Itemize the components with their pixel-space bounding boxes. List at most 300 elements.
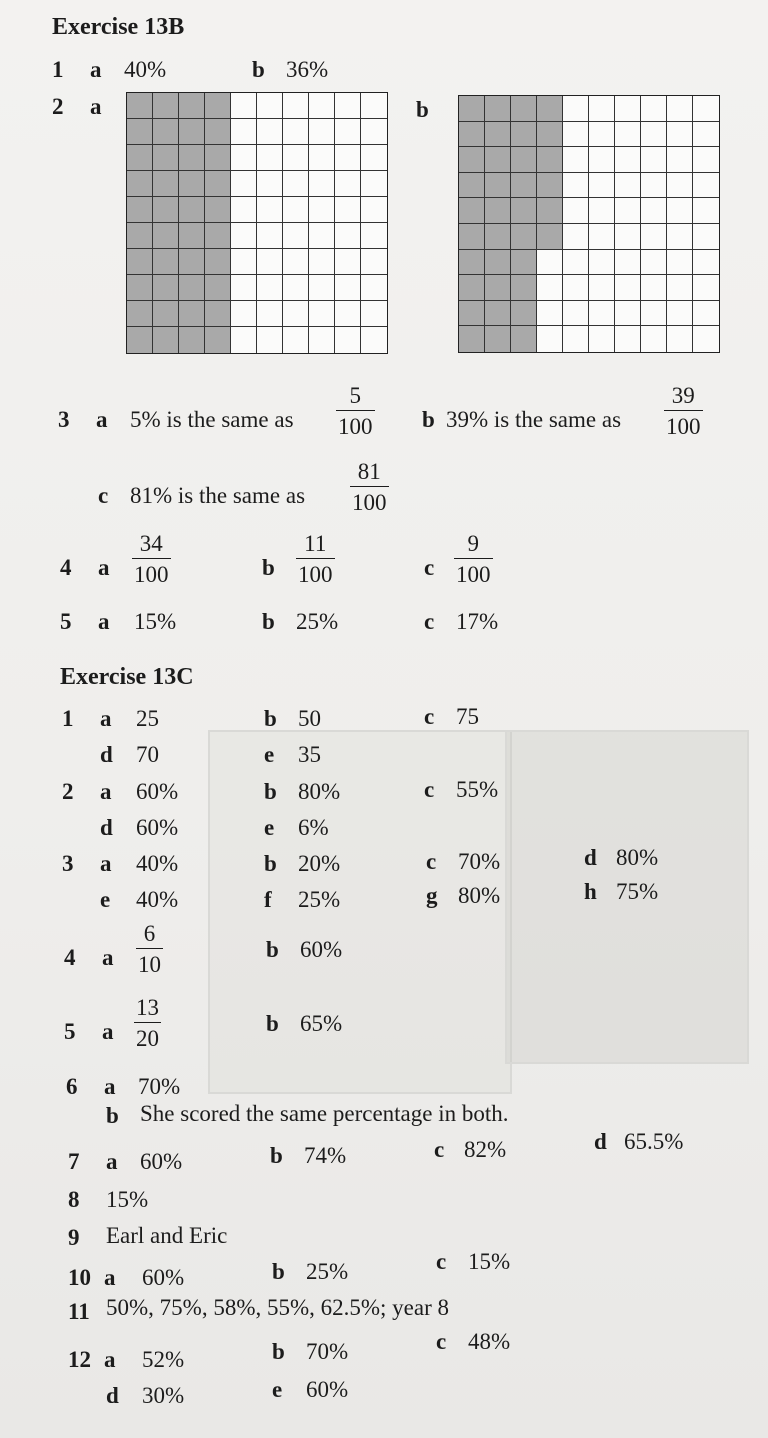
grid-cell [153, 93, 179, 119]
grid-cell [309, 93, 335, 119]
grid-cell [563, 250, 589, 276]
grid-cell [283, 119, 309, 145]
grid-cell [309, 197, 335, 223]
grid-cell [361, 119, 387, 145]
grid-cell [485, 275, 511, 301]
grid-cell [179, 197, 205, 223]
c-q12-a-label: a [104, 1347, 116, 1372]
grid-cell [511, 250, 537, 276]
grid-cell [563, 147, 589, 173]
grid-cell [511, 96, 537, 122]
q3-b-label: b [422, 407, 435, 432]
grid-cell [589, 301, 615, 327]
q5-c-label: c [424, 609, 435, 634]
grid-cell [127, 119, 153, 145]
grid-cell [179, 93, 205, 119]
c-q10-number: 10 [68, 1265, 91, 1290]
grid-cell [641, 250, 667, 276]
grid-cell [615, 250, 641, 276]
c-q12-e-answer: 60% [306, 1377, 349, 1402]
grid-cell [563, 275, 589, 301]
c-q4-a-fraction [136, 922, 163, 976]
grid-cell [563, 301, 589, 327]
grid-cell [511, 326, 537, 352]
grid-cell [641, 275, 667, 301]
grid-cell [589, 96, 615, 122]
q5-a-answer: 15% [134, 609, 177, 634]
grid-cell [667, 147, 693, 173]
grid-cell [283, 275, 309, 301]
grid-cell [485, 147, 511, 173]
q3-a-numerator: 5 [349, 383, 361, 408]
c-q8-number: 8 [68, 1187, 80, 1212]
q4-a-numerator: 34 [139, 531, 163, 556]
grid-cell [537, 301, 563, 327]
grid-cell [361, 145, 387, 171]
c-q2-number: 2 [62, 779, 74, 804]
q5-a-label: a [98, 609, 110, 634]
c-q11-answer: 50%, 75%, 58%, 55%, 62.5%; year 8 [106, 1295, 450, 1320]
c-q1-e-label: e [264, 742, 275, 767]
c-q7-c-label: c [434, 1137, 445, 1162]
grid-cell [179, 275, 205, 301]
grid-cell [537, 96, 563, 122]
grid-cell [459, 122, 485, 148]
grid-cell [335, 301, 361, 327]
grid-cell [667, 173, 693, 199]
grid-cell [127, 197, 153, 223]
grid-cell [511, 275, 537, 301]
grid-cell [257, 327, 283, 353]
c-q1-e-answer: 35 [298, 742, 321, 767]
q3-b-text: 39% is the same as [446, 407, 622, 432]
grid-cell [205, 171, 231, 197]
c-q7-d-label: d [594, 1129, 607, 1154]
grid-cell [179, 327, 205, 353]
grid-cell [667, 122, 693, 148]
grid-cell [667, 275, 693, 301]
c-q12-b-answer: 70% [306, 1339, 349, 1364]
grid-cell [127, 171, 153, 197]
grid-cell [589, 326, 615, 352]
grid-cell [485, 224, 511, 250]
grid-cell [615, 122, 641, 148]
q1-a-answer: 40% [124, 57, 167, 82]
grid-cell [153, 327, 179, 353]
grid-cell [153, 197, 179, 223]
c-q12-a-answer: 52% [142, 1347, 185, 1372]
grid-cell [153, 145, 179, 171]
grid-cell [127, 327, 153, 353]
grid-cell [667, 224, 693, 250]
c-q4-a-denominator: 10 [136, 948, 163, 976]
grid-cell [335, 145, 361, 171]
grid-cell [257, 171, 283, 197]
grid-cell [335, 171, 361, 197]
c-q2-c-label: c [424, 777, 435, 802]
c-q3-e-label: e [100, 887, 111, 912]
grid-cell [309, 327, 335, 353]
grid-cell [335, 249, 361, 275]
c-q1-a-label: a [100, 706, 112, 731]
q5-b-answer: 25% [296, 609, 339, 634]
c-q2-a-label: a [100, 779, 112, 804]
grid-cell [309, 301, 335, 327]
grid-cell [563, 96, 589, 122]
c-q3-number: 3 [62, 851, 74, 876]
grid-cell [179, 223, 205, 249]
c-q3-h-answer: 75% [616, 879, 659, 904]
grid-cell [615, 275, 641, 301]
grid-cell [361, 301, 387, 327]
c-q3-b-answer: 20% [298, 851, 341, 876]
q2-a-label: a [90, 94, 102, 119]
grid-cell [361, 223, 387, 249]
c-q2-c-answer: 55% [456, 777, 499, 802]
grid-cell [693, 301, 719, 327]
grid-cell [459, 96, 485, 122]
c-q1-c-label: c [424, 704, 435, 729]
grid-cell [641, 122, 667, 148]
c-q7-d-answer: 65.5% [624, 1129, 684, 1154]
grid-cell [257, 197, 283, 223]
grid-cell [693, 250, 719, 276]
c-q6-a-label: a [104, 1074, 116, 1099]
c-q6-number: 6 [66, 1074, 78, 1099]
c-q4-number: 4 [64, 945, 76, 970]
c-q1-c-answer: 75 [456, 704, 479, 729]
grid-cell [335, 327, 361, 353]
grid-cell [589, 198, 615, 224]
c-q6-b-answer: She scored the same percentage in both. [140, 1101, 509, 1126]
grid-cell [537, 326, 563, 352]
c-q5-b-label: b [266, 1011, 279, 1036]
grid-cell [231, 171, 257, 197]
c-q4-a-label: a [102, 945, 114, 970]
c-q2-d-label: d [100, 815, 113, 840]
grid-cell [361, 171, 387, 197]
grid-cell [459, 224, 485, 250]
grid-cell [257, 275, 283, 301]
q4-b-label: b [262, 555, 275, 580]
c-q9-answer: Earl and Eric [106, 1223, 228, 1248]
grid-cell [459, 198, 485, 224]
q4-c-denominator: 100 [454, 558, 493, 586]
grid-cell [257, 249, 283, 275]
grid-cell [335, 223, 361, 249]
c-q1-number: 1 [62, 706, 74, 731]
q3-c-denominator: 100 [350, 486, 389, 514]
grid-cell [511, 122, 537, 148]
grid-cell [667, 250, 693, 276]
grid-cell [563, 224, 589, 250]
grid-cell [335, 93, 361, 119]
c-q3-b-label: b [264, 851, 277, 876]
grid-cell [511, 147, 537, 173]
q2-b-label: b [416, 97, 429, 122]
grid-cell [205, 327, 231, 353]
c-q4-a-numerator: 6 [143, 921, 156, 946]
c-q6-b-label: b [106, 1103, 119, 1128]
q4-c-numerator: 9 [467, 531, 479, 556]
grid-cell [589, 147, 615, 173]
grid-cell [231, 223, 257, 249]
grid-cell [179, 301, 205, 327]
grid-cell [615, 224, 641, 250]
c-q3-d-answer: 80% [616, 845, 659, 870]
grid-cell [205, 275, 231, 301]
grid-cell [537, 122, 563, 148]
q3-b-fraction [664, 384, 703, 438]
q1-number: 1 [52, 57, 64, 82]
grid-cell [485, 122, 511, 148]
grid-cell [153, 249, 179, 275]
grid-cell [283, 197, 309, 223]
grid-cell [589, 275, 615, 301]
c-q10-c-label: c [436, 1249, 447, 1274]
grid-cell [615, 326, 641, 352]
grid-cell [127, 223, 153, 249]
c-q7-c-answer: 82% [464, 1137, 507, 1162]
grid-cell [641, 224, 667, 250]
q1-a-label: a [90, 57, 102, 82]
grid-cell [641, 147, 667, 173]
grid-cell [641, 173, 667, 199]
q3-a-denominator: 100 [336, 410, 375, 438]
grid-cell [283, 223, 309, 249]
c-q4-b-answer: 60% [300, 937, 343, 962]
hundred-grid-b [458, 95, 720, 353]
c-q7-b-answer: 74% [304, 1143, 347, 1168]
c-q7-number: 7 [68, 1149, 80, 1174]
grid-cell [693, 275, 719, 301]
grid-cell [641, 326, 667, 352]
c-q10-c-answer: 15% [468, 1249, 511, 1274]
c-q10-b-label: b [272, 1259, 285, 1284]
grid-cell [127, 275, 153, 301]
q4-b-numerator: 11 [304, 531, 327, 556]
grid-cell [589, 173, 615, 199]
c-q8-answer: 15% [106, 1187, 149, 1212]
c-q12-d-label: d [106, 1383, 119, 1408]
c-q3-f-answer: 25% [298, 887, 341, 912]
grid-cell [361, 93, 387, 119]
c-q12-d-answer: 30% [142, 1383, 185, 1408]
grid-cell [361, 249, 387, 275]
grid-cell [257, 301, 283, 327]
grid-cell [693, 198, 719, 224]
grid-cell [179, 249, 205, 275]
c-q5-a-fraction [134, 996, 161, 1050]
grid-cell [485, 96, 511, 122]
grid-cell [693, 96, 719, 122]
grid-cell [667, 198, 693, 224]
c-q3-a-answer: 40% [136, 851, 179, 876]
grid-cell [361, 197, 387, 223]
grid-cell [231, 93, 257, 119]
grid-cell [459, 275, 485, 301]
c-q10-b-answer: 25% [306, 1259, 349, 1284]
grid-cell [127, 93, 153, 119]
c-q12-c-label: c [436, 1329, 447, 1354]
grid-cell [667, 301, 693, 327]
c-q2-d-answer: 60% [136, 815, 179, 840]
q3-c-fraction [350, 460, 389, 514]
grid-cell [153, 119, 179, 145]
grid-cell [511, 224, 537, 250]
grid-cell [283, 301, 309, 327]
c-q9-number: 9 [68, 1225, 80, 1250]
grid-cell [257, 93, 283, 119]
q3-c-text: 81% is the same as [130, 483, 306, 508]
grid-cell [335, 275, 361, 301]
grid-cell [283, 145, 309, 171]
grid-cell [693, 122, 719, 148]
q4-a-label: a [98, 555, 110, 580]
grid-cell [335, 197, 361, 223]
c-q7-a-label: a [106, 1149, 118, 1174]
q5-b-label: b [262, 609, 275, 634]
c-q12-e-label: e [272, 1377, 283, 1402]
q3-number: 3 [58, 407, 70, 432]
c-q1-d-answer: 70 [136, 742, 159, 767]
grid-cell [361, 327, 387, 353]
grid-cell [485, 198, 511, 224]
c-q2-e-label: e [264, 815, 275, 840]
grid-cell [485, 301, 511, 327]
q4-c-fraction [454, 532, 493, 586]
grid-cell [257, 223, 283, 249]
c-q5-b-answer: 65% [300, 1011, 343, 1036]
grid-cell [309, 223, 335, 249]
c-q4-b-label: b [266, 937, 279, 962]
c-q1-a-answer: 25 [136, 706, 159, 731]
grid-cell [563, 173, 589, 199]
q3-c-numerator: 81 [357, 459, 381, 484]
grid-cell [205, 197, 231, 223]
c-q6-a-answer: 70% [138, 1074, 181, 1099]
grid-cell [205, 249, 231, 275]
grid-cell [537, 250, 563, 276]
q4-a-denominator: 100 [132, 558, 171, 586]
q4-b-fraction [296, 532, 335, 586]
grid-cell [459, 250, 485, 276]
grid-cell [667, 326, 693, 352]
c-q2-b-label: b [264, 779, 277, 804]
grid-cell [511, 301, 537, 327]
q1-b-label: b [252, 57, 265, 82]
exercise-13c-heading: Exercise 13C [60, 664, 194, 690]
q4-b-denominator: 100 [296, 558, 335, 586]
grid-cell [309, 171, 335, 197]
grid-cell [205, 145, 231, 171]
grid-cell [641, 301, 667, 327]
c-q3-g-answer: 80% [458, 883, 501, 908]
grid-cell [205, 93, 231, 119]
grid-cell [309, 275, 335, 301]
grid-cell [615, 147, 641, 173]
c-q5-a-denominator: 20 [134, 1022, 161, 1050]
q3-c-label: c [98, 483, 109, 508]
grid-cell [693, 326, 719, 352]
grid-cell [283, 327, 309, 353]
grid-cell [179, 145, 205, 171]
grid-cell [153, 171, 179, 197]
grid-cell [485, 250, 511, 276]
grid-cell [459, 326, 485, 352]
grid-cell [179, 171, 205, 197]
grid-cell [693, 147, 719, 173]
grid-cell [153, 301, 179, 327]
c-q1-b-answer: 50 [298, 706, 321, 731]
grid-cell [459, 301, 485, 327]
grid-cell [231, 275, 257, 301]
grid-cell [283, 249, 309, 275]
grid-cell [667, 96, 693, 122]
grid-cell [127, 301, 153, 327]
grid-cell [589, 250, 615, 276]
grid-cell [309, 145, 335, 171]
c-q1-b-label: b [264, 706, 277, 731]
q5-c-answer: 17% [456, 609, 499, 634]
c-q3-h-label: h [584, 879, 597, 904]
c-q5-a-label: a [102, 1019, 114, 1044]
grid-cell [537, 224, 563, 250]
c-q11-number: 11 [68, 1299, 90, 1324]
grid-cell [589, 224, 615, 250]
grid-cell [693, 224, 719, 250]
grid-cell [537, 198, 563, 224]
q3-b-numerator: 39 [671, 383, 695, 408]
c-q10-a-answer: 60% [142, 1265, 185, 1290]
c-q2-a-answer: 60% [136, 779, 179, 804]
c-q5-number: 5 [64, 1019, 76, 1044]
grid-cell [179, 119, 205, 145]
grid-cell [641, 198, 667, 224]
grid-cell [615, 301, 641, 327]
grid-cell [231, 249, 257, 275]
grid-cell [127, 249, 153, 275]
grid-cell [589, 122, 615, 148]
c-q3-f-label: f [264, 887, 272, 912]
q3-a-text: 5% is the same as [130, 407, 294, 432]
c-q3-a-label: a [100, 851, 112, 876]
c-q12-c-answer: 48% [468, 1329, 511, 1354]
c-q3-c-label: c [426, 849, 437, 874]
q2-number: 2 [52, 94, 64, 119]
grid-cell [537, 275, 563, 301]
grid-cell [485, 173, 511, 199]
c-q7-b-label: b [270, 1143, 283, 1168]
grid-cell [205, 301, 231, 327]
c-q7-a-answer: 60% [140, 1149, 183, 1174]
grid-cell [257, 119, 283, 145]
grid-cell [641, 96, 667, 122]
grid-cell [127, 145, 153, 171]
grid-cell [563, 122, 589, 148]
grid-cell [309, 249, 335, 275]
c-q5-a-numerator: 13 [136, 995, 159, 1020]
grid-cell [511, 198, 537, 224]
grid-cell [615, 173, 641, 199]
c-q2-b-answer: 80% [298, 779, 341, 804]
c-q3-c-answer: 70% [458, 849, 501, 874]
grid-cell [693, 173, 719, 199]
c-q12-number: 12 [68, 1347, 91, 1372]
q3-a-fraction [336, 384, 375, 438]
grid-cell [511, 173, 537, 199]
c-q3-g-label: g [426, 883, 438, 908]
